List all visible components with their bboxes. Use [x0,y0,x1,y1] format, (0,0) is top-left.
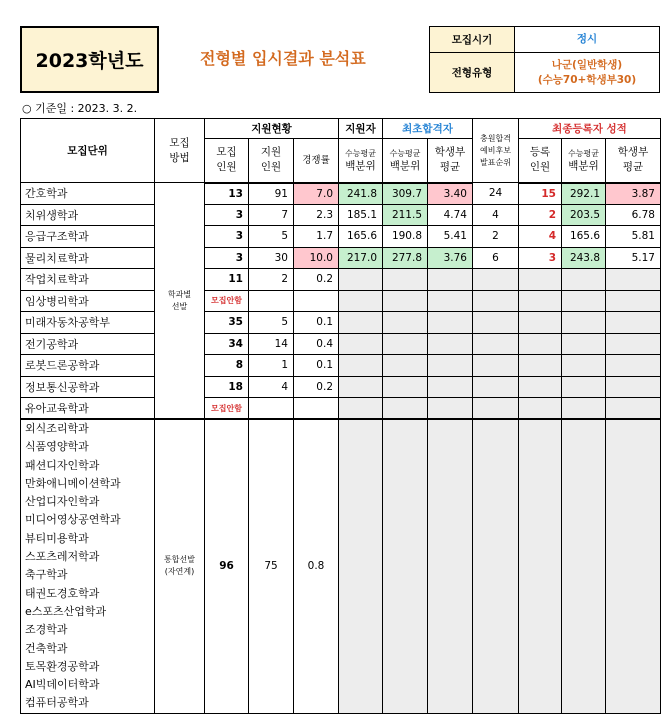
unit-name: 간호학과 [21,183,155,205]
empty-cell [606,333,661,355]
unit-header: 모집단위 [21,119,155,183]
apply-cell: 5 [249,312,294,334]
empty-cell [428,333,473,355]
empty-cell [428,419,473,713]
empty-cell [473,355,519,377]
first-pct-cell: 190.8 [383,226,428,248]
unit-name: 작업치료학과 [21,269,155,291]
quota-cell: 35 [205,312,249,334]
app-pct-cell: 165.6 [339,226,383,248]
app-pct-cell: 185.1 [339,204,383,226]
method-header-line2: 방법 [169,151,190,164]
empty-cell [428,269,473,291]
app-pct-header [339,139,383,183]
empty-cell [473,398,519,420]
reg-line2: 인원 [529,161,551,174]
empty-cell [606,290,661,312]
apply-line2: 인원 [260,161,282,174]
empty-cell [519,333,562,355]
final-pct-cell: 243.8 [562,247,606,269]
empty-cell [383,312,428,334]
unit-name: 로봇드론공학과 [21,355,155,377]
empty-cell [562,269,606,291]
unit-name: 조경학과 [25,623,68,637]
table-row [21,204,661,226]
empty-cell [562,312,606,334]
final-gpa-cell: 3.87 [606,183,661,205]
empty-cell [339,419,383,713]
empty-cell [606,269,661,291]
quota-cell: 18 [205,376,249,398]
first-pass-header: 최초합격자 [383,119,473,139]
page-subtitle: 전형별 입시결과 분석표 [200,49,366,68]
first-gpa-header [428,139,473,183]
empty-cell [606,312,661,334]
app-percentile-label: 백분위 [345,160,376,173]
unit-name: 산업디자인학과 [25,495,100,509]
final-suneung-label: 수능평균 [568,149,599,159]
table-row [21,269,661,291]
unit-name: 토목환경공학과 [25,659,100,673]
first-gpa-cell: 3.40 [428,183,473,205]
unit-name: 임상병리학과 [21,290,155,312]
final-pct-cell: 203.5 [562,204,606,226]
apply-status-header: 지원현황 [205,119,339,139]
empty-cell [606,419,661,713]
empty-cell [562,376,606,398]
apply-cell: 5 [249,226,294,248]
results-body [21,183,661,714]
unit-name: 전기공학과 [21,333,155,355]
apply-cell: 14 [249,333,294,355]
app-suneung-label: 수능평균 [345,149,376,159]
unit-name: 정보통신공학과 [21,376,155,398]
final-gpa-line1: 학생부 [617,146,649,159]
waitlist-line2: 예비후보 [480,145,511,155]
empty-cell [562,333,606,355]
ratio-cell: 0.4 [294,333,339,355]
ratio-cell: 7.0 [294,183,339,205]
app-pct-cell: 241.8 [339,183,383,205]
empty-cell [562,398,606,420]
ratio-header: 경쟁률 [294,139,339,183]
empty-cell [339,333,383,355]
type-value-line1: 나군(일반학생) [551,58,623,71]
waitlist-header [473,119,519,183]
table-row [21,226,661,248]
empty-cell [562,355,606,377]
empty-cell [383,355,428,377]
empty-cell [339,376,383,398]
waitlist-line3: 발표순위 [480,157,511,167]
reg-cell: 2 [519,204,562,226]
type-label: 전형유형 [430,53,515,93]
final-gpa-cell: 5.81 [606,226,661,248]
empty-cell [606,398,661,420]
apply-cell: 2 [249,269,294,291]
empty-cell [473,419,519,713]
empty-cell [249,290,294,312]
empty-cell [428,398,473,420]
group1-method [155,183,205,420]
year-title: 2023학년도 [20,26,159,93]
quota-line2: 인원 [216,161,237,174]
quota-cell: 96 [205,419,249,713]
first-percentile-label: 백분위 [389,160,421,173]
quota-cell: 34 [205,333,249,355]
unit-name: 치위생학과 [21,204,155,226]
empty-cell [519,355,562,377]
wait-cell: 2 [473,226,519,248]
reg-cell: 3 [519,247,562,269]
ratio-cell: 0.2 [294,269,339,291]
group2-method [155,419,205,713]
ratio-cell: 2.3 [294,204,339,226]
first-pct-cell: 277.8 [383,247,428,269]
apply-cell: 91 [249,183,294,205]
ratio-cell: 1.7 [294,226,339,248]
apply-cell: 4 [249,376,294,398]
empty-cell [473,333,519,355]
empty-cell [562,290,606,312]
table-row [21,355,661,377]
empty-cell [519,312,562,334]
results-table [20,118,661,714]
final-pct-header [562,139,606,183]
final-gpa-cell: 5.17 [606,247,661,269]
first-gpa-cell: 4.74 [428,204,473,226]
apply-cell: 75 [249,419,294,713]
empty-cell [519,290,562,312]
unit-name: 컴퓨터공학과 [25,696,89,710]
not-recruiting-note: 모집안함 [205,290,249,312]
unit-name: 건축학과 [25,641,68,655]
empty-cell [519,269,562,291]
empty-cell [428,290,473,312]
group2-method-line1: 통합선발 [164,555,195,565]
quota-cell: 11 [205,269,249,291]
reg-count-header [519,139,562,183]
ratio-cell: 0.1 [294,312,339,334]
first-gpa-line2: 평균 [439,161,461,174]
first-gpa-cell: 5.41 [428,226,473,248]
unit-name: 미디어영상공연학과 [25,513,121,527]
table-row-integrated [21,419,661,713]
empty-cell [428,355,473,377]
ratio-cell: 10.0 [294,247,339,269]
unit-name: 미래자동차공학부 [21,312,155,334]
table-row [21,290,661,312]
group1-method-line1: 학과별 [167,289,192,299]
empty-cell [473,290,519,312]
empty-cell [383,376,428,398]
quota-cell: 3 [205,226,249,248]
empty-cell [383,398,428,420]
apply-cell: 1 [249,355,294,377]
app-pct-cell: 217.0 [339,247,383,269]
apply-cell: 30 [249,247,294,269]
type-value-line2: (수능70+학생부30) [537,73,637,86]
ratio-cell: 0.1 [294,355,339,377]
first-gpa-line1: 학생부 [434,146,466,159]
basis-date: ○ 기준일 : 2023. 3. 2. [22,102,138,115]
reg-cell: 4 [519,226,562,248]
unit-name: 유아교육학과 [21,398,155,420]
wait-cell: 4 [473,204,519,226]
empty-cell [294,398,339,420]
waitlist-line1: 충원합격 [480,133,511,143]
final-pct-cell: 165.6 [562,226,606,248]
apply-count-header [249,139,294,183]
final-gpa-cell: 6.78 [606,204,661,226]
period-label: 모집시기 [430,27,515,53]
unit-name: 스포츠레저학과 [25,550,100,564]
empty-cell [383,419,428,713]
first-pct-cell: 211.5 [383,204,428,226]
unit-name: 외식조리학과 [25,422,89,435]
type-value [515,53,660,93]
empty-cell [339,290,383,312]
period-value: 정시 [515,27,660,53]
final-reg-header: 최종등록자 성적 [519,119,661,139]
apply-line1: 지원 [260,146,282,159]
table-row [21,183,661,205]
reg-line1: 등록 [529,146,551,159]
first-pct-header [383,139,428,183]
empty-cell [519,376,562,398]
first-pct-cell: 309.7 [383,183,428,205]
final-gpa-line2: 평균 [622,161,644,174]
empty-cell [473,376,519,398]
ratio-cell: 0.2 [294,376,339,398]
unit-name: 태권도경호학과 [25,586,100,600]
empty-cell [249,398,294,420]
final-pct-cell: 292.1 [562,183,606,205]
unit-name: 응급구조학과 [21,226,155,248]
empty-cell [339,398,383,420]
unit-name: 패션디자인학과 [25,458,100,472]
table-row [21,333,661,355]
empty-cell [339,312,383,334]
group2-method-line2: (자연계) [164,567,195,577]
empty-cell [428,312,473,334]
empty-cell [383,333,428,355]
unit-name: 물리치료학과 [21,247,155,269]
method-header-line1: 모집 [169,136,190,149]
quota-cell: 3 [205,204,249,226]
applicants-header: 지원자 [339,119,383,139]
reg-cell: 15 [519,183,562,205]
empty-cell [606,355,661,377]
not-recruiting-note: 모집안함 [205,398,249,420]
integrated-unit-list [21,419,155,713]
empty-cell [519,398,562,420]
unit-name: 만화애니메이션학과 [25,476,121,490]
wait-cell: 6 [473,247,519,269]
wait-cell: 24 [473,183,519,205]
empty-cell [339,355,383,377]
empty-cell [339,269,383,291]
quota-header [205,139,249,183]
empty-cell [428,376,473,398]
unit-name: e스포츠산업학과 [25,604,107,618]
quota-cell: 3 [205,247,249,269]
empty-cell [606,376,661,398]
empty-cell [383,290,428,312]
unit-name: 뷰티미용학과 [25,531,89,545]
table-row [21,376,661,398]
first-gpa-cell: 3.76 [428,247,473,269]
quota-cell: 8 [205,355,249,377]
unit-name: AI빅데이터학과 [25,678,100,692]
empty-cell [294,290,339,312]
table-row [21,398,661,420]
empty-cell [383,269,428,291]
table-row [21,247,661,269]
ratio-cell: 0.8 [294,419,339,713]
unit-name: 식품영양학과 [25,440,89,454]
admission-info-table [429,26,660,93]
unit-name: 축구학과 [25,568,68,582]
quota-cell: 13 [205,183,249,205]
empty-cell [473,312,519,334]
final-percentile-label: 백분위 [568,160,599,173]
empty-cell [473,269,519,291]
first-suneung-label: 수능평균 [389,149,421,159]
group1-method-line2: 선발 [171,301,188,311]
method-header [155,119,205,183]
empty-cell [519,419,562,713]
table-row [21,312,661,334]
quota-line1: 모집 [216,146,237,159]
empty-cell [562,419,606,713]
final-gpa-header [606,139,661,183]
apply-cell: 7 [249,204,294,226]
